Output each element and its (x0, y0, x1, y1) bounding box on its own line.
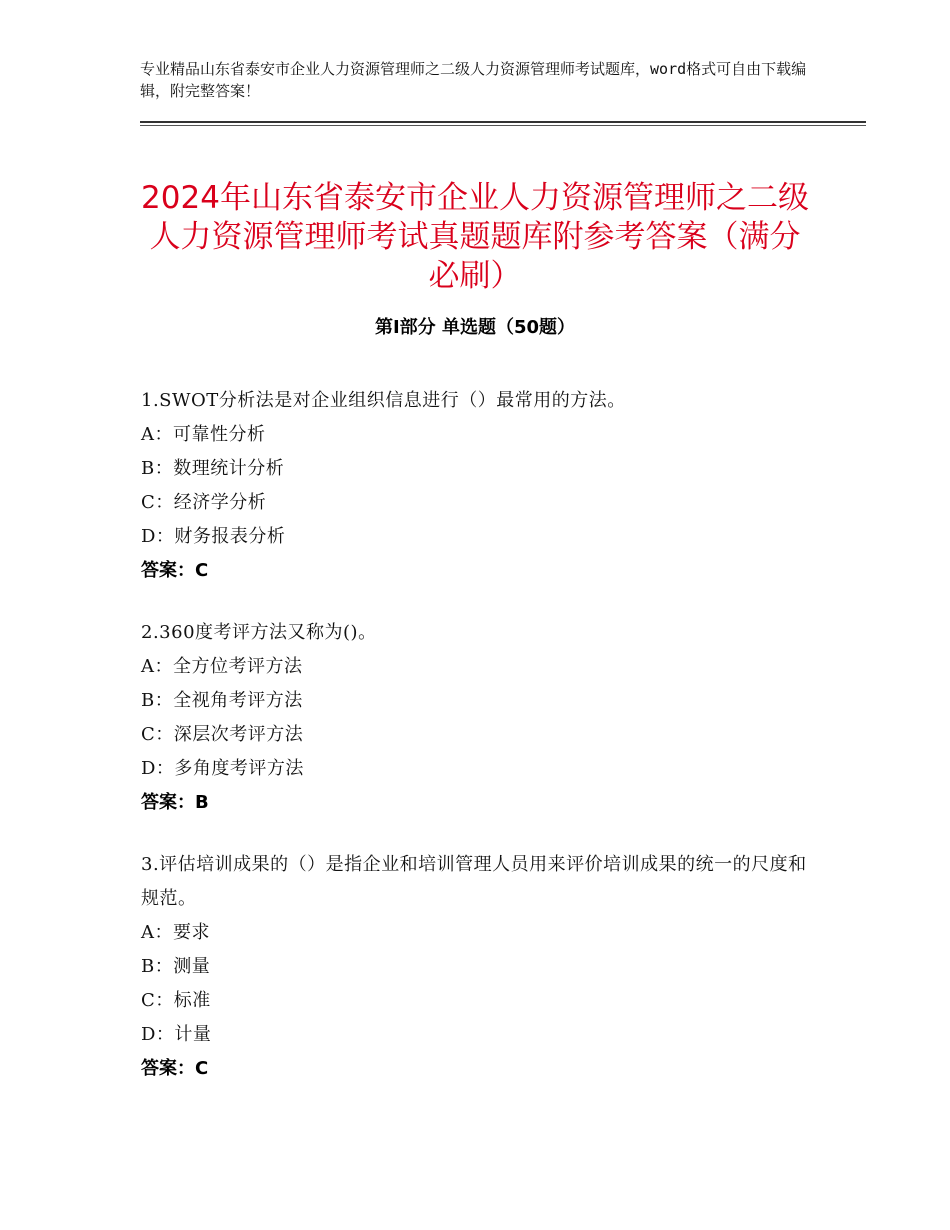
header-divider-thick (140, 121, 866, 123)
option-b: B：测量 (141, 956, 211, 977)
section-heading: 第Ⅰ部分 单选题（50题） (374, 317, 575, 338)
option-d: D：财务报表分析 (141, 526, 286, 547)
option-a: A：可靠性分析 (141, 424, 266, 445)
option-a: A：全方位考评方法 (141, 656, 303, 677)
question-3 (141, 848, 821, 1086)
header-note: 专业精品山东省泰安市企业人力资源管理师之二级人力资源管理师考试题库，word格式可自由下载编辑，附完整答案！ (140, 60, 807, 100)
option-d: D：多角度考评方法 (141, 758, 304, 779)
option-b: B：数理统计分析 (141, 458, 285, 479)
option-b: B：全视角考评方法 (141, 690, 303, 711)
header-divider-thin (140, 125, 866, 126)
answer-label: 答案：C (141, 560, 209, 581)
question-text: 2.360度考评方法又称为()。 (141, 622, 377, 643)
header-divider (140, 121, 866, 127)
question-text: 1.SWOT分析法是对企业组织信息进行（）最常用的方法。 (141, 390, 626, 411)
question-list (141, 384, 821, 1114)
question-1 (141, 384, 821, 588)
answer-label: 答案：B (141, 792, 209, 813)
question-text: 3.评估培训成果的（）是指企业和培训管理人员用来评价培训成果的统一的尺度和规范。 (141, 854, 807, 909)
document-title: 2024年山东省泰安市企业人力资源管理师之二级人力资源管理师考试真题题库附参考答案（满分必刷） (141, 179, 809, 294)
option-c: C：深层次考评方法 (141, 724, 304, 745)
option-a: A：要求 (141, 922, 210, 943)
question-2 (141, 616, 821, 820)
option-c: C：标准 (141, 990, 211, 1011)
option-d: D：计量 (141, 1024, 212, 1045)
option-c: C：经济学分析 (141, 492, 267, 513)
answer-label: 答案：C (141, 1058, 209, 1079)
